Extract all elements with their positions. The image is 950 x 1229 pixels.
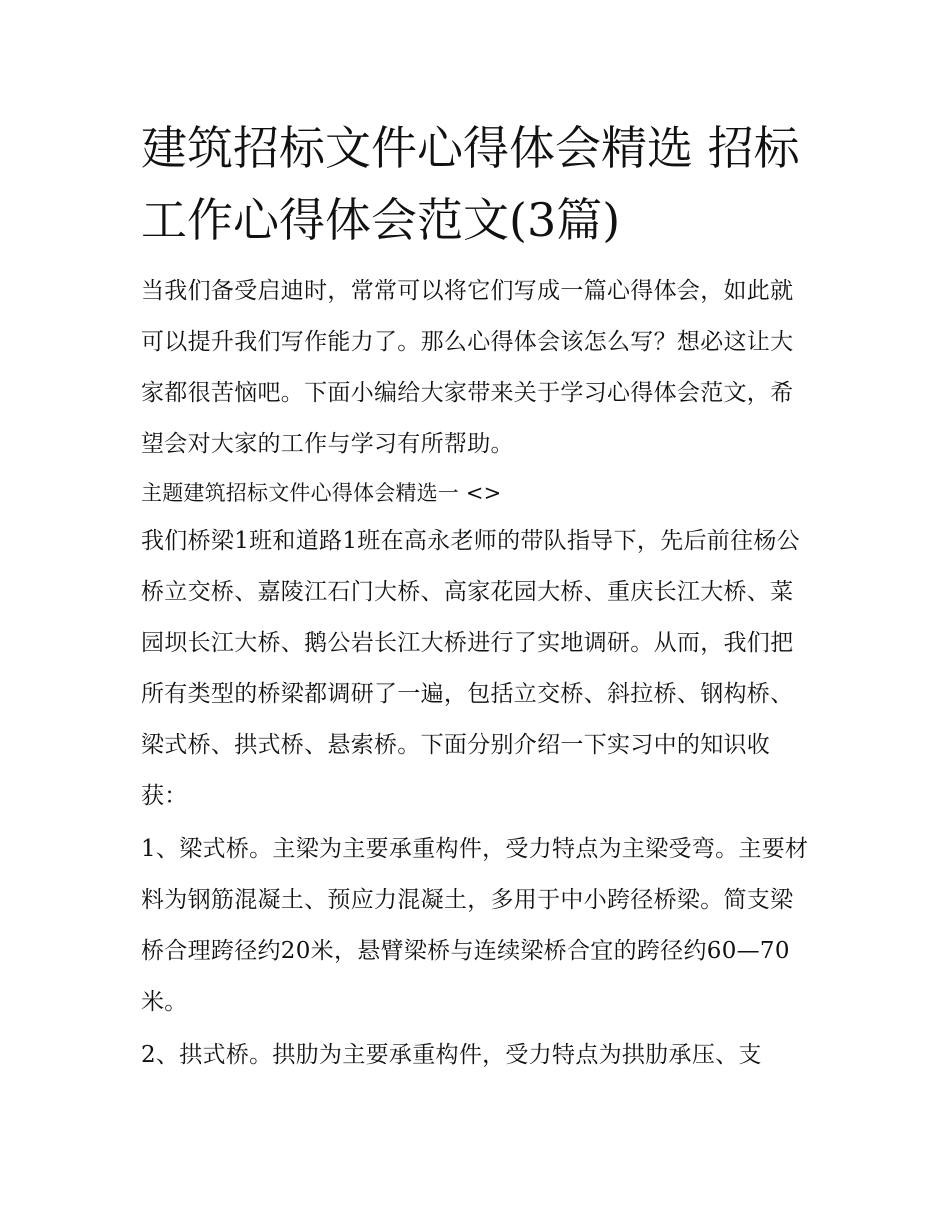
document-content [141,112,813,1081]
list-item: 1、梁式桥。主梁为主要承重构件，受力特点为主梁受弯。主要材料为钢筋混凝土、预应力混凝土，多用于中小跨径桥梁。简支梁桥合理跨径约20米，悬臂梁桥与连续梁桥合宜的跨径约60—70米。 [141,836,809,1015]
document-title: 建筑招标文件心得体会精选 招标工作心得体会范文(3篇) [141,121,800,247]
section-heading: 主题建筑招标文件心得体会精选一 <> [141,481,502,505]
list-item: 2、拱式桥。拱肋为主要承重构件，受力特点为拱肋承压、支 [141,1042,762,1068]
body-paragraph: 我们桥梁1班和道路1班在高永老师的带队指导下，先后前往杨公桥立交桥、嘉陵江石门大桥、高家花园大桥、重庆长江大桥、菜园坝长江大桥、鹅公岩长江大桥进行了实地调研。从而，我们把所有类型的桥梁都调研了一遍，包括立交桥、斜拉桥、钢构桥、梁式桥、拱式桥、悬索桥。下面分别介绍一下实习中的知识收获： [141,528,800,809]
intro-paragraph: 当我们备受启迪时，常常可以将它们写成一篇心得体会，如此就可以提升我们写作能力了。那么心得体会该怎么写？想必这让大家都很苦恼吧。下面小编给大家带来关于学习心得体会范文，希望会对大家的工作与学习有所帮助。 [141,278,794,457]
